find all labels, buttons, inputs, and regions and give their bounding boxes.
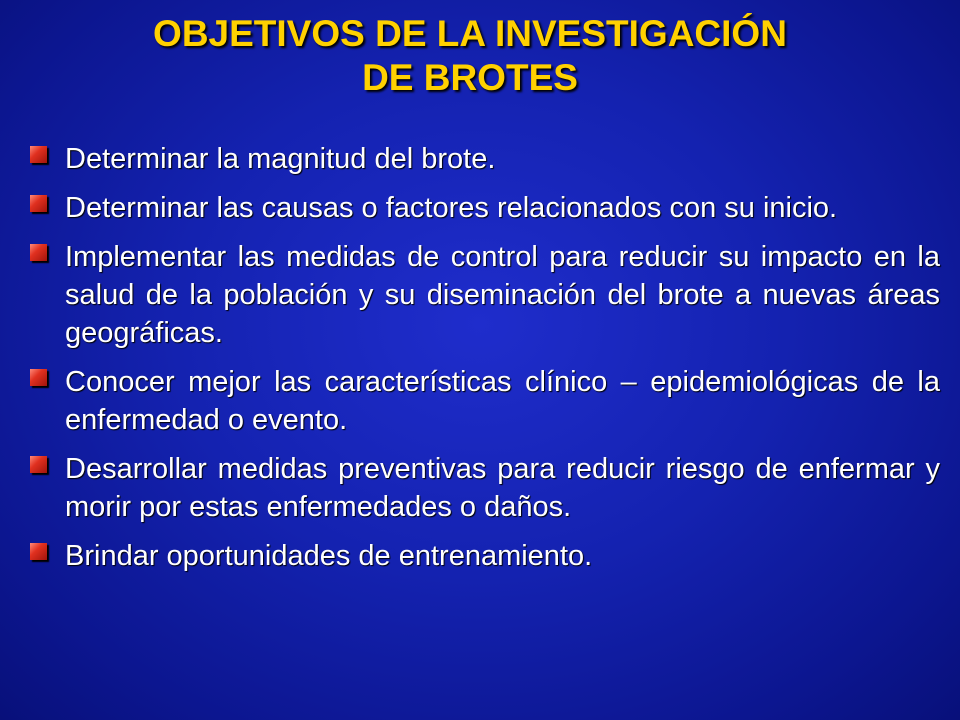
bullet-item [30,238,940,352]
slide-title-line-2: DE BROTES [362,57,578,98]
bullet-text: Determinar la magnitud del brote. [65,143,496,175]
bullet-item [30,189,940,227]
bullet-text: Conocer mejor las características clínico – epidemiológicas de la enfermedad o evento. [65,366,940,436]
square-bullet-icon [30,244,47,261]
slide-title-line-1: OBJETIVOS DE LA INVESTIGACIÓN [153,13,787,54]
bullet-list [30,140,940,575]
bullet-text: Implementar las medidas de control para reducir su impacto en la salud de la población y su diseminación del brote a nuevas áreas geográficas. [65,241,940,349]
square-bullet-icon [30,369,47,386]
square-bullet-icon [30,543,47,560]
bullet-item [30,140,940,178]
bullet-text: Desarrollar medidas preventivas para reducir riesgo de enfermar y morir por estas enfermedades o daños. [65,453,940,523]
bullet-item [30,537,940,575]
bullet-item [30,450,940,526]
square-bullet-icon [30,456,47,473]
square-bullet-icon [30,195,47,212]
bullet-text: Brindar oportunidades de entrenamiento. [65,540,593,572]
square-bullet-icon [30,146,47,163]
bullet-item [30,363,940,439]
slide-title [0,12,940,100]
bullet-text: Determinar las causas o factores relacionados con su inicio. [65,192,838,224]
